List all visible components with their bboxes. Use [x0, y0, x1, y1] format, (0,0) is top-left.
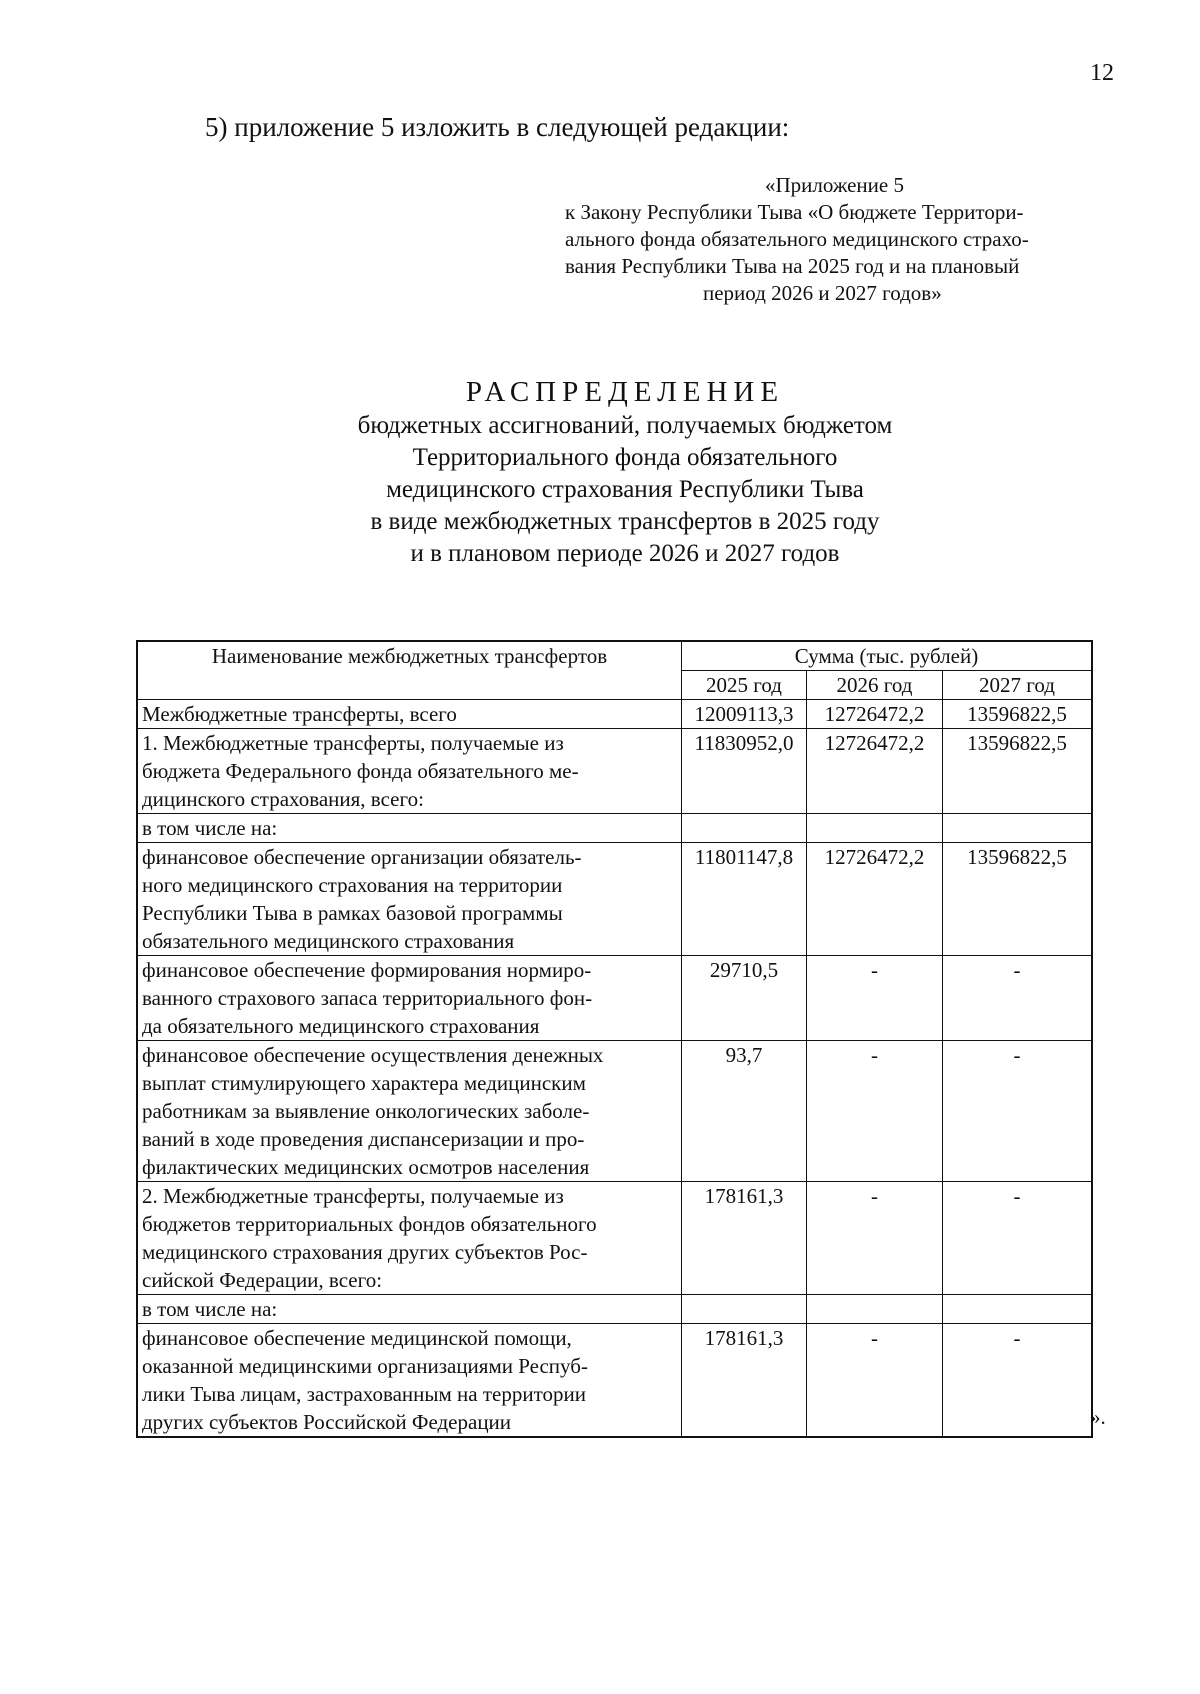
row-value-2025: [682, 1295, 807, 1324]
row-name-line: ванного страхового запаса территориального фон-: [142, 986, 593, 1010]
row-name-line: да обязательного медицинского страхования: [142, 1014, 540, 1038]
row-name-line: в том числе на:: [142, 816, 278, 840]
row-value-2025: [682, 814, 807, 843]
row-value-2027: -: [943, 1182, 1093, 1295]
appendix-line: «Приложение 5: [765, 173, 904, 197]
row-value-2026: -: [807, 1182, 943, 1295]
table-row: [137, 1324, 1092, 1438]
row-name-line: ного медицинского страхования на территории: [142, 873, 563, 897]
appendix-line: период 2026 и 2027 годов»: [703, 281, 942, 305]
closing-quote: ».: [1090, 1405, 1106, 1429]
row-name: [137, 1041, 682, 1182]
appendix-reference: [565, 172, 1125, 307]
row-name: [137, 1295, 682, 1324]
header-year-2025: 2025 год: [682, 671, 807, 700]
row-name-line: финансовое обеспечение организации обязатель-: [142, 845, 582, 869]
row-name: [137, 956, 682, 1041]
row-name-line: бюджета Федерального фонда обязательного ме-: [142, 759, 579, 783]
row-value-2027: -: [943, 1041, 1093, 1182]
table-row: [137, 700, 1092, 729]
row-value-2026: [807, 814, 943, 843]
row-name-line: финансовое обеспечение формирования нормиро-: [142, 958, 592, 982]
row-value-2026: 12726472,2: [807, 729, 943, 814]
row-value-2027: 13596822,5: [943, 700, 1093, 729]
row-value-2025: 11830952,0: [682, 729, 807, 814]
row-value-2026: 12726472,2: [807, 843, 943, 956]
document-title: [240, 374, 1010, 570]
row-value-2025: 178161,3: [682, 1324, 807, 1438]
table-row: [137, 1041, 1092, 1182]
row-name-line: в том числе на:: [142, 1297, 278, 1321]
row-value-2025: 93,7: [682, 1041, 807, 1182]
row-name-line: выплат стимулирующего характера медицинским: [142, 1071, 586, 1095]
row-name-line: ваний в ходе проведения диспансеризации и про-: [142, 1127, 585, 1151]
row-value-2026: 12726472,2: [807, 700, 943, 729]
row-name-line: сийской Федерации, всего:: [142, 1268, 383, 1292]
row-name: [137, 1182, 682, 1295]
appendix-line: ального фонда обязательного медицинского страхо-: [565, 227, 1029, 251]
row-value-2027: 13596822,5: [943, 729, 1093, 814]
row-value-2027: -: [943, 1324, 1093, 1438]
transfers-table: [136, 640, 1093, 1438]
title-line: бюджетных ассигнований, получаемых бюджетом: [357, 412, 893, 439]
row-name: [137, 814, 682, 843]
row-value-2025: 178161,3: [682, 1182, 807, 1295]
row-name: [137, 1324, 682, 1438]
header-year-2027: 2027 год: [943, 671, 1093, 700]
row-name-line: Межбюджетные трансферты, всего: [142, 702, 457, 726]
row-name-line: финансовое обеспечение медицинской помощи,: [142, 1326, 572, 1350]
header-sum: Сумма (тыс. рублей): [682, 641, 1093, 671]
row-name-line: Республики Тыва в рамках базовой программы: [142, 901, 563, 925]
table-body: [137, 700, 1092, 1438]
appendix-line: вания Республики Тыва на 2025 год и на плановый: [565, 254, 1020, 278]
header-year-2026: 2026 год: [807, 671, 943, 700]
row-name: [137, 700, 682, 729]
amendment-intro: 5) приложение 5 изложить в следующей редакции:: [205, 112, 790, 142]
table-row: [137, 956, 1092, 1041]
page-number: 12: [1090, 60, 1114, 86]
row-name-line: 2. Межбюджетные трансферты, получаемые из: [142, 1184, 564, 1208]
row-value-2026: -: [807, 1041, 943, 1182]
header-name: Наименование межбюджетных трансфертов: [137, 641, 682, 700]
row-name-line: бюджетов территориальных фондов обязательного: [142, 1212, 597, 1236]
table-row: [137, 814, 1092, 843]
table-row: [137, 729, 1092, 814]
appendix-line: к Закону Республики Тыва «О бюджете Территори-: [565, 200, 1024, 224]
row-value-2027: [943, 814, 1093, 843]
row-value-2026: -: [807, 956, 943, 1041]
row-value-2025: 12009113,3: [682, 700, 807, 729]
row-name-line: работникам за выявление онкологических заболе-: [142, 1099, 590, 1123]
row-name-line: лики Тыва лицам, застрахованным на территории: [142, 1382, 586, 1406]
row-name-line: медицинского страхования других субъектов Рос-: [142, 1240, 588, 1264]
title-line: Территориального фонда обязательного: [412, 444, 838, 471]
title-line: и в плановом периоде 2026 и 2027 годов: [410, 540, 840, 567]
row-name-line: финансовое обеспечение осуществления денежных: [142, 1043, 604, 1067]
table-header-row: [137, 641, 1092, 671]
row-value-2025: 29710,5: [682, 956, 807, 1041]
row-value-2026: [807, 1295, 943, 1324]
row-name-line: оказанной медицинскими организациями Респуб-: [142, 1354, 588, 1378]
row-value-2027: [943, 1295, 1093, 1324]
table-row: [137, 1182, 1092, 1295]
row-name-line: 1. Межбюджетные трансферты, получаемые из: [142, 731, 564, 755]
row-name: [137, 843, 682, 956]
row-value-2027: -: [943, 956, 1093, 1041]
row-value-2025: 11801147,8: [682, 843, 807, 956]
row-value-2027: 13596822,5: [943, 843, 1093, 956]
row-name-line: других субъектов Российской Федерации: [142, 1410, 512, 1434]
row-value-2026: -: [807, 1324, 943, 1438]
table-row: [137, 1295, 1092, 1324]
title-line: в виде межбюджетных трансфертов в 2025 году: [370, 508, 880, 535]
row-name-line: филактических медицинских осмотров населения: [142, 1155, 590, 1179]
title-heading: РАСПРЕДЕЛЕНИЕ: [465, 376, 785, 408]
row-name-line: обязательного медицинского страхования: [142, 929, 515, 953]
title-line: медицинского страхования Республики Тыва: [386, 476, 864, 503]
row-name-line: дицинского страхования, всего:: [142, 787, 424, 811]
table-row: [137, 843, 1092, 956]
row-name: [137, 729, 682, 814]
